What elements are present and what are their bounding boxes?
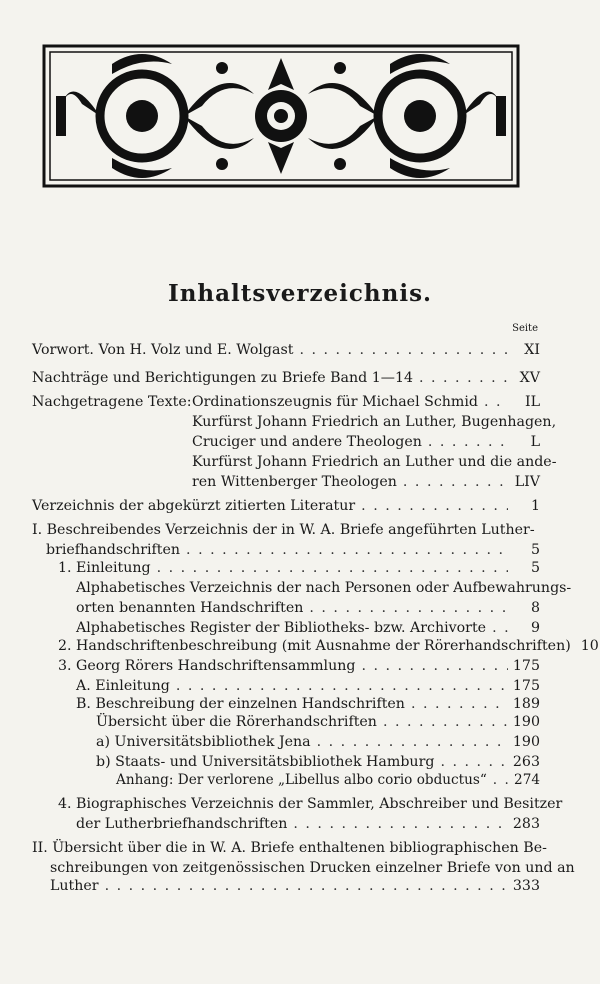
toc-page-number: LIV	[514, 474, 540, 490]
toc-page-number: 190	[512, 734, 540, 750]
toc-part-two-heading: II. Übersicht über die in W. A. Briefe enthaltenen bibliographischen Be-	[32, 840, 547, 856]
toc-entry-kurfuerst-2	[192, 472, 540, 492]
toc-entry-title: Anhang: Der verlorene „Libellus albo corio obductus“	[116, 772, 487, 788]
toc-entry-title: Ordinationszeugnis für Michael Schmid	[192, 394, 478, 410]
toc-entry-nachtraege	[32, 368, 540, 388]
page-title: Inhaltsverzeichnis.	[167, 280, 433, 307]
toc-entry-einleitung	[58, 558, 540, 578]
toc-entry-kurfuerst-1	[192, 432, 540, 452]
toc-page-number: 1	[530, 498, 540, 514]
toc-entry-part-one	[46, 540, 540, 560]
toc-entry-title: Vorwort. Von H. Volz und E. Wolgast	[32, 342, 294, 358]
toc-entry-title: Luther	[50, 878, 99, 894]
toc-page-number: 10	[580, 638, 599, 654]
toc-entry-title: 1. Einleitung	[58, 560, 151, 576]
toc-entry-title: A. Einleitung	[76, 678, 170, 694]
toc-entry-title: der Lutherbriefhandschriften	[76, 816, 288, 832]
toc-entry-beschreibung	[76, 694, 540, 714]
toc-entry-title: ren Wittenberger Theologen	[192, 474, 397, 490]
toc-entry-literatur	[32, 496, 540, 516]
toc-entry-title: 4. Biographisches Verzeichnis der Sammler, Abschreiber und Besitzer	[58, 796, 563, 812]
toc-entry-title: Verzeichnis der abgekürzt zitierten Literatur	[32, 498, 356, 514]
toc-entry-biographisch	[76, 814, 540, 834]
toc-page-number: 5	[530, 542, 540, 558]
toc-entry-roerer-einleitung	[76, 676, 540, 696]
toc-entry-title: Kurfürst Johann Friedrich an Luther und die ande-	[192, 454, 557, 470]
toc-page-number: 175	[512, 658, 540, 674]
toc-entry-hamburg	[96, 752, 540, 772]
toc-entry-ordination	[192, 392, 540, 412]
toc-entry-alphabetisch	[76, 598, 540, 618]
toc-page-number: 263	[512, 754, 540, 770]
toc-entry-title: briefhandschriften	[46, 542, 181, 558]
toc-page-number: 9	[530, 620, 540, 636]
toc-entry-jena	[96, 732, 540, 752]
toc-texte-label: Nachgetragene Texte:	[32, 394, 192, 410]
toc-page-number: XV	[519, 370, 540, 386]
toc-page-number: 274	[514, 772, 540, 788]
toc-entry-handschriftenbeschreibung	[58, 636, 599, 656]
toc-entry-title: b) Staats- und Universitätsbibliothek Hamburg	[96, 754, 435, 770]
page-column-label: Seite	[512, 323, 538, 334]
toc-entry-title: Nachträge und Berichtigungen zu Briefe Band 1—14	[32, 370, 413, 386]
toc-entry-title: orten benannten Handschriften	[76, 600, 304, 616]
toc-entry-anhang	[116, 770, 540, 790]
decorative-ornament	[42, 44, 520, 188]
toc-entry-title: 3. Georg Rörers Handschriftensammlung	[58, 658, 356, 674]
toc-entry-title: Kurfürst Johann Friedrich an Luther, Bugenhagen,	[192, 414, 557, 430]
toc-entry-vorwort	[32, 340, 540, 360]
toc-entry-title: Übersicht über die Rörerhandschriften	[96, 714, 377, 730]
toc-entry-uebersicht	[96, 712, 540, 732]
toc-page-number: 5	[530, 560, 540, 576]
toc-page-number: 175	[512, 678, 540, 694]
toc-part-one-heading: I. Beschreibendes Verzeichnis der in W. A. Briefe angeführten Luther-	[32, 522, 535, 538]
toc-entry-part-two	[50, 876, 540, 896]
toc-page-number: L	[530, 434, 540, 450]
toc-entry-title: a) Universitätsbibliothek Jena	[96, 734, 311, 750]
toc-page-number: 190	[512, 714, 540, 730]
toc-page-number: IL	[524, 394, 540, 410]
toc-page-number: 8	[530, 600, 540, 616]
toc-page-number: 283	[512, 816, 540, 832]
toc-entry-title: Alphabetisches Register der Bibliotheks- bzw. Archivorte	[76, 620, 487, 636]
toc-entry-title: B. Beschreibung der einzelnen Handschriften	[76, 696, 405, 712]
toc-entry-title: Alphabetisches Verzeichnis der nach Personen oder Aufbewahrungs-	[76, 580, 572, 596]
toc-entry-title: Cruciger und andere Theologen	[192, 434, 422, 450]
toc-entry-title: 2. Handschriftenbeschreibung (mit Ausnahme der Rörerhandschriften)	[58, 638, 571, 654]
toc-entry-roerer	[58, 656, 540, 676]
toc-entry-register	[76, 618, 540, 638]
toc-entry-title: schreibungen von zeitgenössischen Drucken einzelner Briefe von und an	[50, 860, 575, 876]
toc-page-number: 333	[512, 878, 540, 894]
toc-page-number: XI	[524, 342, 540, 358]
toc-page-number: 189	[512, 696, 540, 712]
